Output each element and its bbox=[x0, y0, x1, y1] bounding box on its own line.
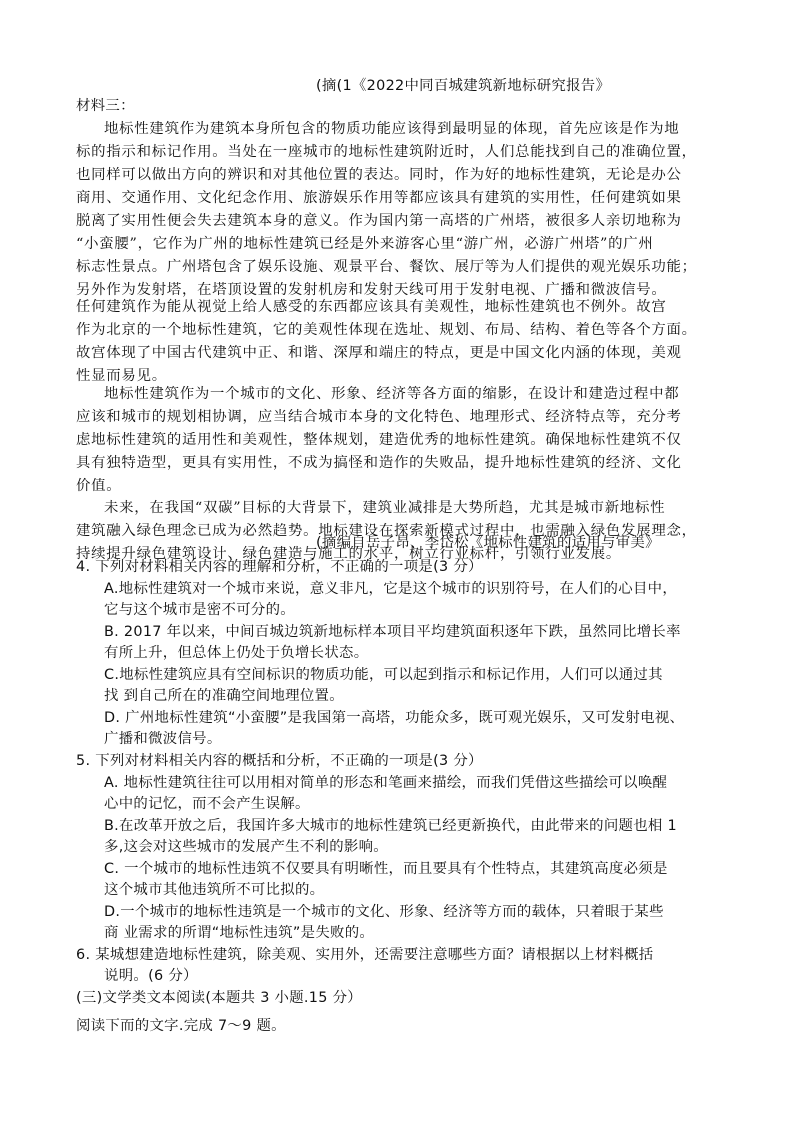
text-line: 也同样可以做出方向的辨识和对其他位置的表达。同时，作为好的地标性建筑，无论是办公 bbox=[76, 167, 682, 183]
option-b-cont: 有所上升，但总体上仍处于负增长状态。 bbox=[104, 645, 369, 661]
option-c-cont: 找 到自己所在的准确空间地理位置。 bbox=[104, 688, 344, 704]
source-citation-1: (摘(1《2022中同百城建筑新地标研究报告》 bbox=[316, 78, 611, 94]
text-line: 具有独特造型，更具有实用性，不成为搞怪和造作的失败品，提升地标性建筑的经济、文化 bbox=[76, 455, 682, 471]
text-line: 另外作为发射塔，在塔顶设置的发射机房和发射天线可用于发射电视、广播和微波信号。 bbox=[76, 282, 667, 298]
option-a: A.地标性建筑对一个城市来说，意义非凡，它是这个城市的识别符号，在人们的心目中， bbox=[104, 581, 678, 597]
option-a-cont: 心中的记忆，而不会产生误解。 bbox=[104, 796, 310, 812]
text-line: 价值。 bbox=[76, 478, 122, 494]
option-a-cont: 它与这个城市是密不可分的。 bbox=[104, 602, 295, 618]
option-d-cont: 商 业需求的所谓“地标性违筑”是失败的。 bbox=[104, 925, 375, 941]
text-line: 应该和城市的规划相协调，应当结合城市本身的文化特色、地理形式、经济特点等，充分考 bbox=[76, 409, 682, 425]
option-c-cont: 这个城市其他违筑所不可比拟的。 bbox=[104, 882, 325, 898]
text-line: 标的指示和标记作用。当处在一座城市的地标性建筑附近时，人们总能找到自己的准确位置， bbox=[76, 144, 697, 160]
option-c: C. 一个城市的地标性违筑不仅要具有明晰性，而且要具有个性特点，其建筑高度必须是 bbox=[104, 861, 668, 877]
question-stem: 6. 某城想建造地标性建筑，除美观、实用外，还需要注意哪些方面？请根据以上材料概括 bbox=[76, 947, 654, 963]
text-line: 商用、交通作用、文化纪念作用、旅游娱乐作用等都应该具有建筑的实用性，任何建筑如果 bbox=[76, 190, 682, 206]
option-b: B.在改革开放之后，我国许多大城市的地标性建筑已经更新换代，由此带来的问题也相 1 bbox=[104, 818, 677, 834]
material-three-heading: 材料三： bbox=[76, 98, 135, 114]
option-d: D. 广州地标性建筑“小蛮腰”是我国第一高塔，功能众多，既可观光娱乐，又可发射电视、 bbox=[104, 710, 685, 726]
text-line: “小蛮腰”，它作为广州的地标性建筑已经是外来游客心里“游广州，必游广州塔”的广州 bbox=[76, 236, 654, 252]
source-citation-2: (摘编自岳子昂、李岱松《地标性建筑的适用与审美》 bbox=[316, 535, 660, 551]
option-c: C.地标性建筑应具有空间标识的物质功能，可以起到指示和标记作用，人们可以通过其 bbox=[104, 667, 663, 683]
section-heading: (三)文学类文本阅读(本题共 3 小题.15 分） bbox=[76, 990, 362, 1006]
text-line: 故宫体现了中国古代建筑中正、和谐、深厚和端庄的特点，更是中国文化内涵的体现，美观 bbox=[76, 345, 682, 361]
text-line: 任何建筑作为能从视觉上给人感受的东西都应该具有美观性，地标性建筑也不例外。故宫 bbox=[76, 299, 667, 315]
question-stem: 4. 下列对材料相关内容的理解和分析，不正确的一项是(3 分） bbox=[76, 559, 483, 575]
text-line: 脱离了实用性便会失去建筑本身的意义。作为国内第一高塔的广州塔，被很多人亲切地称为 bbox=[76, 213, 682, 229]
option-a: A. 地标性建筑往往可以用相对简单的形态和笔画来描绘，而我们凭借这些描绘可以唤醒 bbox=[104, 775, 668, 791]
text-line: 地标性建筑作为一个城市的文化、形象、经济等各方面的缩影，在设计和建造过程中都 bbox=[104, 386, 680, 402]
option-d-cont: 广播和微波信号。 bbox=[104, 731, 222, 747]
option-b-cont: 多,这会对这些城市的发展产生不利的影响。 bbox=[104, 839, 388, 855]
text-line: 性显而易见。 bbox=[76, 368, 167, 384]
question-stem-cont: 说明。(6 分） bbox=[104, 968, 198, 984]
text-line: 标志性景点。广州塔包含了娱乐设施、观景平台、餐饮、展厅等为人们提供的观光娱乐功能； bbox=[76, 259, 697, 275]
text-line: 未来，在我国“双碳”目标的大背景下，建筑业减排是大势所趋，尤其是城市新地标性 bbox=[104, 500, 666, 516]
text-line: 虑地标性建筑的适用性和美观性，整体规划，建造优秀的地标性建筑。确保地标性建筑不仅 bbox=[76, 432, 682, 448]
text-line: 地标性建筑作为建筑本身所包含的物质功能应该得到最明显的体现，首先应该是作为地 bbox=[104, 121, 680, 137]
reading-instruction: 阅读下而的文字.完成 7～9 题。 bbox=[76, 1018, 286, 1034]
question-stem: 5. 下列对材料相关内容的概括和分析，不正确的一项是(3 分） bbox=[76, 753, 483, 769]
text-line: 作为北京的一个地标性建筑，它的美观性体现在选址、规划、布局、结构、着色等各个方面。 bbox=[76, 322, 697, 338]
text-line: 建筑融入绿色理念已成为必然趋势。地标建设在探索新模式过程中，也需融入绿色发展理念， bbox=[76, 523, 697, 539]
option-b: B. 2017 年以来，中间百城边筑新地标样本项目平均建筑面积逐年下跌，虽然同比增长率 bbox=[104, 624, 681, 640]
text-line: 持续提升绿色建筑设计、绿色建造与施工的水平，树立行业标杆，引领行业发展。 bbox=[76, 546, 622, 562]
option-d: D.一个城市的地标性违筑是一个城市的文化、形象、经济等方而的载体，只着眼于某些 bbox=[104, 904, 664, 920]
